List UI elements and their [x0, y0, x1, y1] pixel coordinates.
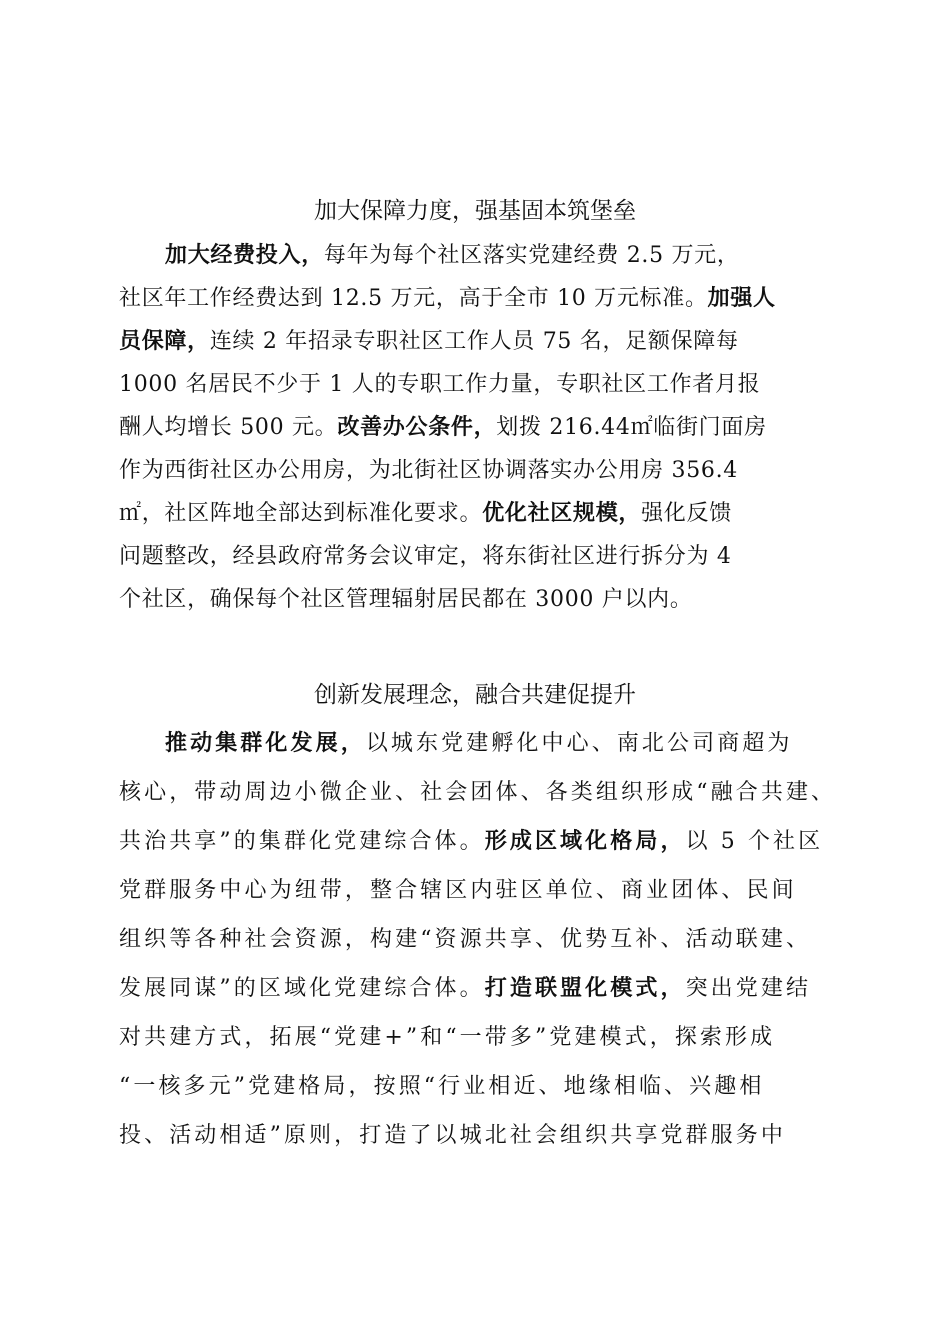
section-1-line-7: [119, 499, 732, 529]
body-text: 问题整改，经县政府常务会议审定，将东街社区进行拆分为 4: [119, 544, 732, 569]
body-text: ㎡，社区阵地全部达到标准化要求。: [119, 501, 483, 526]
bold-lead-in: 加强人: [707, 286, 776, 311]
body-text: 强化反馈: [641, 501, 732, 526]
body-text: 作为西街社区办公用房，为北街社区协调落实办公用房 356.4: [119, 458, 738, 483]
body-text: 核心，带动周边小微企业、社会团体、各类组织形成“融合共建、: [119, 780, 837, 805]
section-1-line-6: [119, 456, 738, 486]
section-1-line-9: [119, 585, 693, 615]
body-text: 突出党建结: [685, 976, 812, 1001]
body-text: 社区年工作经费达到 12.5 万元，高于全市 10 万元标准。: [119, 286, 708, 311]
bold-lead-in: 优化社区规模，: [482, 501, 642, 526]
section-1-heading: 加大保障力度，强基固本筑堡垒: [314, 198, 636, 224]
section-1-line-2: [119, 284, 776, 314]
body-text: 个社区，确保每个社区管理辐射居民都在 3000 户以内。: [119, 587, 693, 612]
body-text: “一核多元”党建格局，按照“行业相近、地缘相临、兴趣相: [119, 1074, 765, 1099]
section-2-line-1: [165, 729, 793, 759]
section-1-line-4: [119, 370, 760, 400]
body-text: 共治共享”的集群化党建综合体。: [119, 829, 485, 854]
body-text: 投、活动相适”原则，打造了以城北社会组织共享党群服务中: [119, 1123, 786, 1148]
body-text: 酬人均增长 500 元。: [119, 415, 338, 440]
body-text: 以城东党建孵化中心、南北公司商超为: [365, 731, 793, 756]
section-2-line-2: [119, 778, 836, 808]
section-2-line-9: [119, 1121, 786, 1151]
section-2-line-8: [119, 1072, 764, 1102]
body-text: 发展同谋”的区域化党建综合体。: [119, 976, 485, 1001]
section-1-line-8: [119, 542, 732, 572]
body-text: 划拨 216.44㎡临街门面房: [496, 415, 767, 440]
section-2-line-7: [119, 1023, 775, 1053]
section-1-line-3: [119, 327, 739, 357]
body-text: 党群服务中心为纽带，整合辖区内驻区单位、商业团体、民间: [119, 878, 797, 903]
body-text: 以 5 个社区: [685, 829, 824, 854]
bold-lead-in: 推动集群化发展，: [165, 731, 366, 756]
bold-lead-in: 改善办公条件，: [337, 415, 497, 440]
section-2-line-4: [119, 876, 797, 906]
body-text: 组织等各种社会资源，构建“资源共享、优势互补、活动联建、: [119, 927, 812, 952]
section-2-line-3: [119, 827, 823, 857]
section-1-line-1: [165, 241, 740, 271]
bold-lead-in: 形成区域化格局，: [484, 829, 686, 854]
body-text: 1000 名居民不少于 1 人的专职工作力量，专职社区工作者月报: [119, 372, 761, 397]
body-text: 连续 2 年招录专职社区工作人员 75 名，足额保障每: [209, 329, 739, 354]
section-2-line-5: [119, 925, 811, 955]
bold-lead-in: 员保障，: [119, 329, 210, 354]
section-1-line-5: [119, 413, 767, 443]
bold-lead-in: 打造联盟化模式，: [484, 976, 686, 1001]
bold-lead-in: 加大经费投入，: [165, 243, 324, 268]
section-2-line-6: [119, 974, 811, 1004]
body-text: 对共建方式，拓展“党建+”和“一带多”党建模式，探索形成: [119, 1025, 776, 1050]
body-text: 每年为每个社区落实党建经费 2.5 万元，: [323, 243, 740, 268]
section-2-heading: 创新发展理念，融合共建促提升: [314, 682, 636, 708]
